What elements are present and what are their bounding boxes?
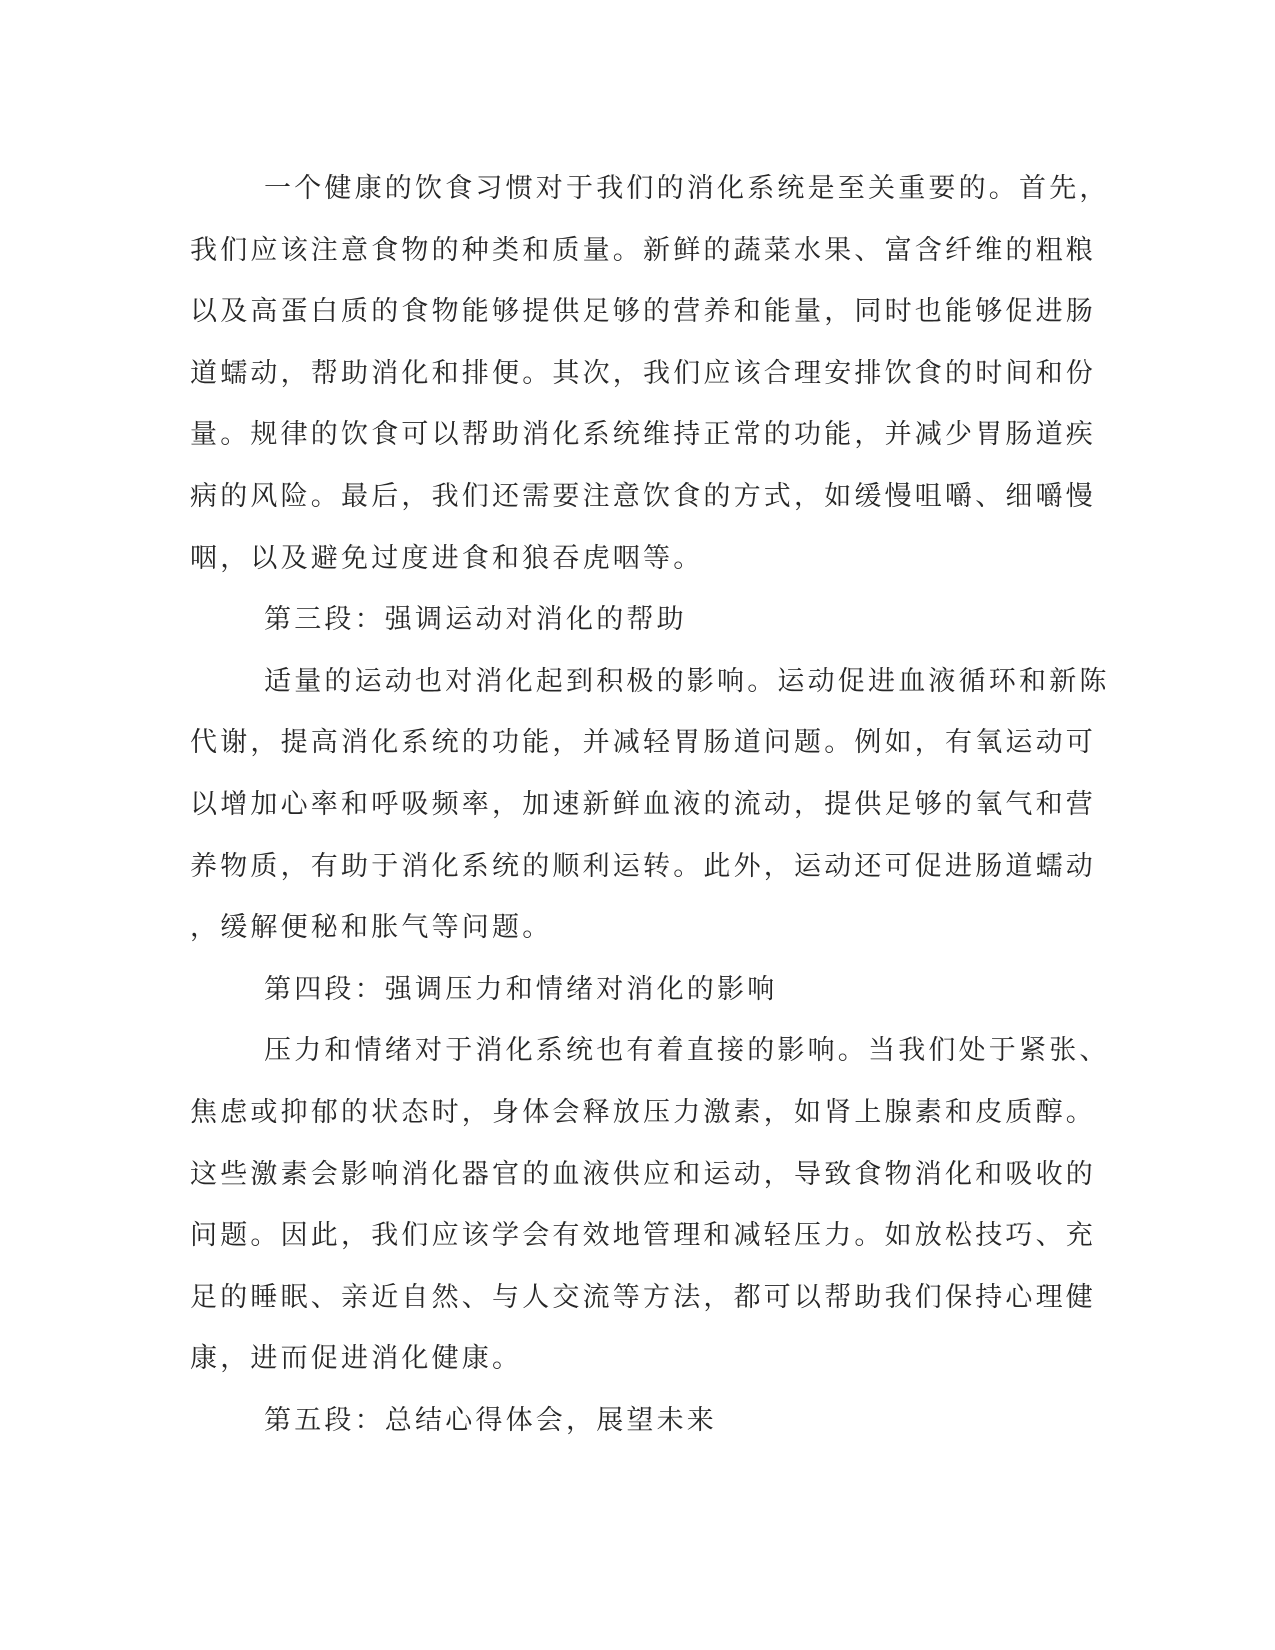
text-line: 一个健康的饮食习惯对于我们的消化系统是至关重要的。首先， — [264, 173, 1110, 204]
text-line: 代谢，提高消化系统的功能，并减轻胃肠道问题。例如，有氧运动可 — [190, 727, 1096, 759]
text-line: 足的睡眠、亲近自然、与人交流等方法，都可以帮助我们保持心理健 — [190, 1281, 1096, 1313]
text-line: 康，进而促进消化健康。 — [190, 1343, 523, 1375]
text-line: 咽，以及避免过度进食和狼吞虎咽等。 — [190, 542, 704, 574]
text-line: 第四段：强调压力和情绪对消化的影响 — [264, 973, 778, 1005]
text-line: 道蠕动，帮助消化和排便。其次，我们应该合理安排饮食的时间和份 — [190, 357, 1096, 389]
text-line: 这些激素会影响消化器官的血液供应和运动，导致食物消化和吸收的 — [190, 1158, 1096, 1190]
text-line: 第五段：总结心得体会，展望未来 — [264, 1404, 717, 1436]
text-line: 我们应该注意食物的种类和质量。新鲜的蔬菜水果、富含纤维的粗粮 — [190, 234, 1096, 266]
document-body — [190, 158, 1110, 1451]
text-line: 养物质，有助于消化系统的顺利运转。此外，运动还可促进肠道蠕动 — [190, 850, 1096, 882]
text-line: 焦虑或抑郁的状态时，身体会释放压力激素，如肾上腺素和皮质醇。 — [190, 1096, 1096, 1128]
text-line: 以及高蛋白质的食物能够提供足够的营养和能量，同时也能够促进肠 — [190, 296, 1096, 328]
text-line: 适量的运动也对消化起到积极的影响。运动促进血液循环和新陈 — [264, 665, 1110, 697]
text-line: 第三段：强调运动对消化的帮助 — [264, 604, 687, 636]
text-line: 问题。因此，我们应该学会有效地管理和减轻压力。如放松技巧、充 — [190, 1220, 1096, 1252]
text-line: 以增加心率和呼吸频率，加速新鲜血液的流动，提供足够的氧气和营 — [190, 788, 1096, 820]
text-line: 压力和情绪对于消化系统也有着直接的影响。当我们处于紧张、 — [264, 1035, 1110, 1067]
text-line: ，缓解便秘和胀气等问题。 — [190, 912, 553, 944]
text-line: 病的风险。最后，我们还需要注意饮食的方式，如缓慢咀嚼、细嚼慢 — [190, 480, 1096, 512]
text-line: 量。规律的饮食可以帮助消化系统维持正常的功能，并减少胃肠道疾 — [190, 419, 1096, 451]
